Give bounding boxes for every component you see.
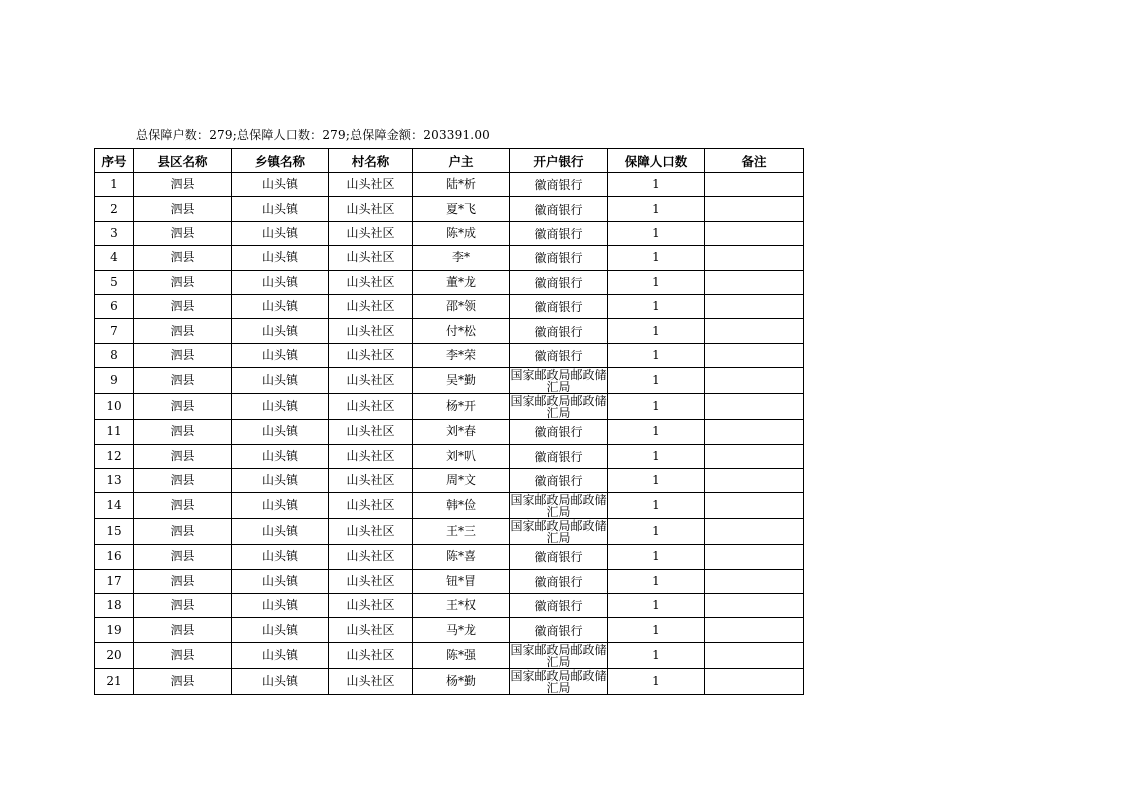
table-row (95, 394, 804, 420)
cell-remarks (705, 246, 804, 270)
cell-county: 泗县 (134, 468, 232, 492)
cell-index: 11 (95, 420, 134, 444)
cell-county: 泗县 (134, 343, 232, 367)
cell-village: 山头社区 (329, 270, 413, 294)
cell-village: 山头社区 (329, 319, 413, 343)
bank-name-text: 徽商银行 (534, 348, 583, 362)
cell-village: 山头社区 (329, 173, 413, 197)
bank-name-text: 国家邮政局邮政储汇局 (510, 394, 607, 420)
cell-index: 9 (95, 368, 134, 394)
cell-householder: 杨*开 (413, 394, 510, 420)
bank-name-text: 徽商银行 (534, 202, 583, 216)
cell-county: 泗县 (134, 642, 232, 668)
cell-town: 山头镇 (232, 519, 329, 545)
cell-town: 山头镇 (232, 294, 329, 318)
cell-remarks (705, 569, 804, 593)
cell-householder: 吴*勤 (413, 368, 510, 394)
cell-people-count: 1 (608, 343, 705, 367)
cell-county: 泗县 (134, 173, 232, 197)
cell-people-count: 1 (608, 668, 705, 694)
cell-index: 14 (95, 493, 134, 519)
cell-index: 12 (95, 444, 134, 468)
cell-town: 山头镇 (232, 594, 329, 618)
table-row (95, 368, 804, 394)
cell-village: 山头社区 (329, 294, 413, 318)
cell-people-count: 1 (608, 368, 705, 394)
table-row (95, 642, 804, 668)
cell-remarks (705, 394, 804, 420)
cell-householder: 陈*成 (413, 221, 510, 245)
bank-name-text: 徽商银行 (534, 623, 583, 637)
cell-bank (510, 444, 608, 468)
col-header-index: 序号 (95, 149, 134, 173)
cell-index: 10 (95, 394, 134, 420)
bank-name-text: 国家邮政局邮政储汇局 (510, 368, 607, 394)
cell-bank (510, 493, 608, 519)
cell-bank (510, 545, 608, 569)
cell-remarks (705, 642, 804, 668)
cell-index: 3 (95, 221, 134, 245)
cell-town: 山头镇 (232, 444, 329, 468)
table-row (95, 197, 804, 221)
beneficiary-table (94, 148, 804, 695)
cell-village: 山头社区 (329, 642, 413, 668)
cell-town: 山头镇 (232, 173, 329, 197)
cell-householder: 马*龙 (413, 618, 510, 642)
header-row (95, 149, 804, 173)
table-row (95, 294, 804, 318)
cell-village: 山头社区 (329, 246, 413, 270)
cell-index: 17 (95, 569, 134, 593)
table-row (95, 343, 804, 367)
cell-remarks (705, 319, 804, 343)
col-header-householder: 户主 (413, 149, 510, 173)
col-header-village: 村名称 (329, 149, 413, 173)
cell-index: 15 (95, 519, 134, 545)
bank-name-text: 徽商银行 (534, 599, 583, 613)
cell-town: 山头镇 (232, 368, 329, 394)
cell-householder: 韩*俭 (413, 493, 510, 519)
cell-remarks (705, 444, 804, 468)
cell-householder: 王*权 (413, 594, 510, 618)
cell-people-count: 1 (608, 519, 705, 545)
cell-householder: 夏*飞 (413, 197, 510, 221)
cell-bank (510, 668, 608, 694)
cell-index: 18 (95, 594, 134, 618)
bank-name-text: 徽商银行 (534, 324, 583, 338)
bank-name-text: 徽商银行 (534, 550, 583, 564)
cell-town: 山头镇 (232, 569, 329, 593)
cell-householder: 李*荣 (413, 343, 510, 367)
table-row (95, 468, 804, 492)
cell-remarks (705, 468, 804, 492)
table-body (95, 173, 804, 695)
cell-remarks (705, 368, 804, 394)
col-header-remarks: 备注 (705, 149, 804, 173)
cell-village: 山头社区 (329, 545, 413, 569)
cell-village: 山头社区 (329, 394, 413, 420)
table-row (95, 594, 804, 618)
cell-bank (510, 519, 608, 545)
cell-people-count: 1 (608, 545, 705, 569)
table-row (95, 545, 804, 569)
cell-remarks (705, 270, 804, 294)
cell-people-count: 1 (608, 618, 705, 642)
cell-householder: 刘*叭 (413, 444, 510, 468)
cell-index: 6 (95, 294, 134, 318)
cell-remarks (705, 668, 804, 694)
cell-county: 泗县 (134, 420, 232, 444)
cell-county: 泗县 (134, 444, 232, 468)
cell-town: 山头镇 (232, 270, 329, 294)
cell-remarks (705, 493, 804, 519)
table-row (95, 519, 804, 545)
cell-town: 山头镇 (232, 420, 329, 444)
cell-county: 泗县 (134, 394, 232, 420)
table-row (95, 618, 804, 642)
bank-name-text: 国家邮政局邮政储汇局 (510, 493, 607, 519)
bank-name-text: 徽商银行 (534, 300, 583, 314)
cell-bank (510, 270, 608, 294)
cell-town: 山头镇 (232, 197, 329, 221)
cell-index: 2 (95, 197, 134, 221)
table-row (95, 444, 804, 468)
bank-name-text: 国家邮政局邮政储汇局 (510, 668, 607, 694)
table-row (95, 221, 804, 245)
cell-town: 山头镇 (232, 468, 329, 492)
table-row (95, 246, 804, 270)
cell-bank (510, 618, 608, 642)
cell-index: 20 (95, 642, 134, 668)
table-row (95, 173, 804, 197)
cell-bank (510, 368, 608, 394)
cell-remarks (705, 545, 804, 569)
cell-people-count: 1 (608, 294, 705, 318)
cell-village: 山头社区 (329, 594, 413, 618)
cell-village: 山头社区 (329, 468, 413, 492)
cell-remarks (705, 173, 804, 197)
cell-index: 7 (95, 319, 134, 343)
cell-people-count: 1 (608, 444, 705, 468)
cell-remarks (705, 294, 804, 318)
cell-index: 8 (95, 343, 134, 367)
cell-village: 山头社区 (329, 420, 413, 444)
cell-householder: 王*三 (413, 519, 510, 545)
cell-bank (510, 221, 608, 245)
cell-people-count: 1 (608, 197, 705, 221)
bank-name-text: 国家邮政局邮政储汇局 (510, 642, 607, 668)
cell-bank (510, 173, 608, 197)
cell-people-count: 1 (608, 468, 705, 492)
cell-people-count: 1 (608, 394, 705, 420)
cell-people-count: 1 (608, 642, 705, 668)
cell-village: 山头社区 (329, 221, 413, 245)
table-row (95, 270, 804, 294)
cell-bank (510, 569, 608, 593)
col-header-bank: 开户银行 (510, 149, 608, 173)
bank-name-text: 徽商银行 (534, 474, 583, 488)
cell-householder: 邵*领 (413, 294, 510, 318)
cell-county: 泗县 (134, 246, 232, 270)
bank-name-text: 徽商银行 (534, 574, 583, 588)
cell-people-count: 1 (608, 246, 705, 270)
cell-bank (510, 594, 608, 618)
cell-county: 泗县 (134, 197, 232, 221)
cell-bank (510, 197, 608, 221)
cell-village: 山头社区 (329, 493, 413, 519)
cell-village: 山头社区 (329, 618, 413, 642)
bank-name-text: 徽商银行 (534, 425, 583, 439)
cell-householder: 付*松 (413, 319, 510, 343)
cell-people-count: 1 (608, 221, 705, 245)
cell-village: 山头社区 (329, 343, 413, 367)
cell-index: 13 (95, 468, 134, 492)
cell-bank (510, 319, 608, 343)
bank-name-text: 国家邮政局邮政储汇局 (510, 519, 607, 545)
cell-village: 山头社区 (329, 668, 413, 694)
cell-village: 山头社区 (329, 444, 413, 468)
bank-name-text: 徽商银行 (534, 275, 583, 289)
cell-householder: 李* (413, 246, 510, 270)
cell-people-count: 1 (608, 493, 705, 519)
cell-index: 19 (95, 618, 134, 642)
cell-town: 山头镇 (232, 668, 329, 694)
bank-name-text: 徽商银行 (534, 251, 583, 265)
cell-county: 泗县 (134, 569, 232, 593)
cell-remarks (705, 594, 804, 618)
bank-name-text: 徽商银行 (534, 449, 583, 463)
cell-bank (510, 246, 608, 270)
cell-county: 泗县 (134, 294, 232, 318)
col-header-town: 乡镇名称 (232, 149, 329, 173)
cell-people-count: 1 (608, 420, 705, 444)
cell-remarks (705, 618, 804, 642)
summary-line: 总保障户数：279;总保障人口数：279;总保障金额：203391.00 (136, 128, 490, 142)
cell-bank (510, 394, 608, 420)
cell-index: 1 (95, 173, 134, 197)
cell-index: 4 (95, 246, 134, 270)
cell-town: 山头镇 (232, 618, 329, 642)
col-header-people-count: 保障人口数 (608, 149, 705, 173)
cell-town: 山头镇 (232, 545, 329, 569)
cell-county: 泗县 (134, 594, 232, 618)
table-row (95, 668, 804, 694)
bank-name-text: 徽商银行 (534, 178, 583, 192)
col-header-county: 县区名称 (134, 149, 232, 173)
cell-remarks (705, 420, 804, 444)
cell-county: 泗县 (134, 618, 232, 642)
cell-town: 山头镇 (232, 246, 329, 270)
cell-town: 山头镇 (232, 493, 329, 519)
cell-village: 山头社区 (329, 519, 413, 545)
cell-village: 山头社区 (329, 197, 413, 221)
cell-bank (510, 420, 608, 444)
cell-town: 山头镇 (232, 319, 329, 343)
cell-county: 泗县 (134, 668, 232, 694)
cell-householder: 杨*勤 (413, 668, 510, 694)
cell-people-count: 1 (608, 270, 705, 294)
cell-remarks (705, 343, 804, 367)
cell-bank (510, 343, 608, 367)
cell-county: 泗县 (134, 493, 232, 519)
cell-householder: 陈*喜 (413, 545, 510, 569)
cell-remarks (705, 221, 804, 245)
cell-index: 21 (95, 668, 134, 694)
table-row (95, 569, 804, 593)
table-row (95, 420, 804, 444)
cell-village: 山头社区 (329, 368, 413, 394)
cell-householder: 刘*春 (413, 420, 510, 444)
cell-county: 泗县 (134, 545, 232, 569)
cell-county: 泗县 (134, 368, 232, 394)
cell-bank (510, 294, 608, 318)
cell-householder: 周*文 (413, 468, 510, 492)
cell-people-count: 1 (608, 173, 705, 197)
cell-householder: 钮*冒 (413, 569, 510, 593)
cell-town: 山头镇 (232, 642, 329, 668)
cell-people-count: 1 (608, 569, 705, 593)
cell-bank (510, 468, 608, 492)
cell-county: 泗县 (134, 221, 232, 245)
cell-town: 山头镇 (232, 221, 329, 245)
cell-householder: 陈*强 (413, 642, 510, 668)
cell-remarks (705, 519, 804, 545)
cell-index: 16 (95, 545, 134, 569)
cell-householder: 陆*析 (413, 173, 510, 197)
cell-town: 山头镇 (232, 343, 329, 367)
table-row (95, 319, 804, 343)
cell-county: 泗县 (134, 519, 232, 545)
cell-people-count: 1 (608, 594, 705, 618)
cell-people-count: 1 (608, 319, 705, 343)
cell-town: 山头镇 (232, 394, 329, 420)
cell-index: 5 (95, 270, 134, 294)
cell-bank (510, 642, 608, 668)
bank-name-text: 徽商银行 (534, 226, 583, 240)
cell-village: 山头社区 (329, 569, 413, 593)
cell-remarks (705, 197, 804, 221)
cell-householder: 董*龙 (413, 270, 510, 294)
table-row (95, 493, 804, 519)
cell-county: 泗县 (134, 319, 232, 343)
cell-county: 泗县 (134, 270, 232, 294)
